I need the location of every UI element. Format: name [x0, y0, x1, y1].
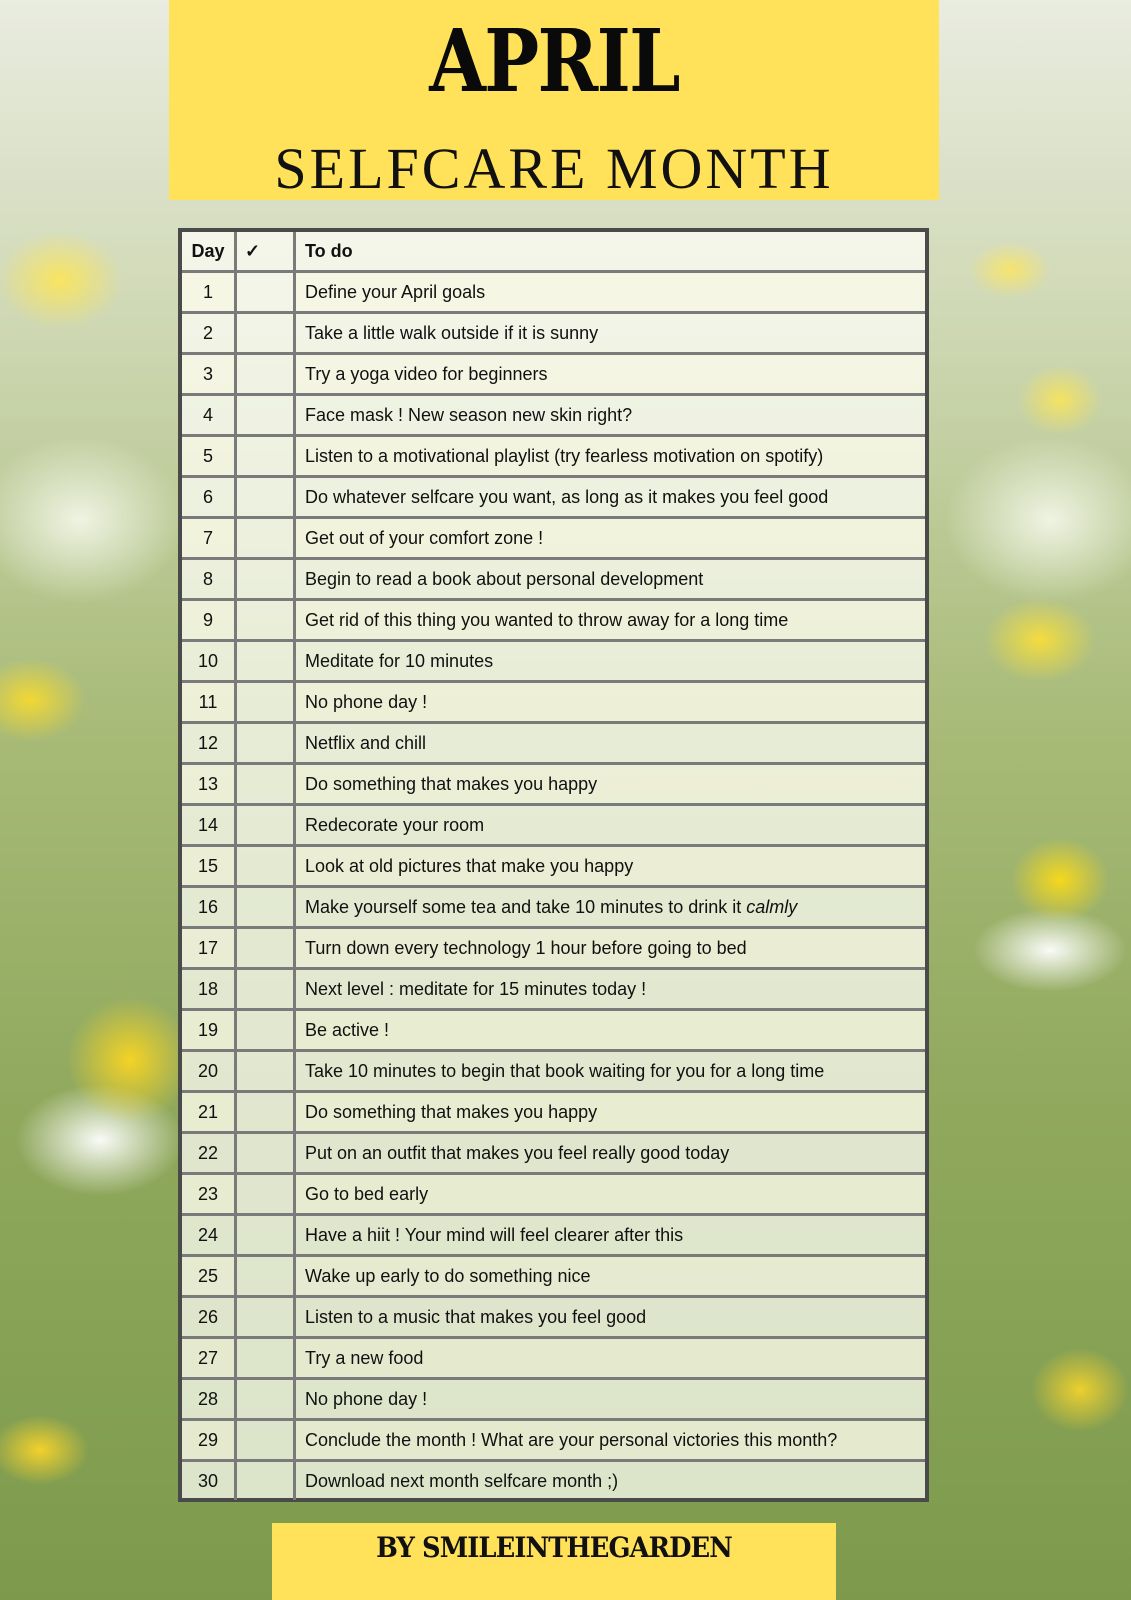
table-row	[182, 1174, 925, 1215]
day-number: 10	[182, 641, 236, 682]
day-number: 8	[182, 559, 236, 600]
table-row	[182, 1051, 925, 1092]
todo-label: Download next month selfcare month ;)	[305, 1470, 619, 1491]
todo-text	[295, 1338, 926, 1379]
done-checkbox-cell[interactable]	[236, 395, 295, 436]
done-checkbox-cell[interactable]	[236, 1174, 295, 1215]
checkmark-icon: ✓	[245, 240, 261, 261]
done-checkbox-cell[interactable]	[236, 887, 295, 928]
table-row	[182, 477, 925, 518]
done-checkbox-cell[interactable]	[236, 723, 295, 764]
table-row	[182, 682, 925, 723]
todo-text	[295, 928, 926, 969]
done-checkbox-cell[interactable]	[236, 1420, 295, 1461]
day-number: 24	[182, 1215, 236, 1256]
todo-text	[295, 272, 926, 313]
todo-label: Look at old pictures that make you happy	[305, 855, 634, 876]
todo-text	[295, 518, 926, 559]
todo-text	[295, 600, 926, 641]
todo-label: Listen to a music that makes you feel good	[305, 1306, 647, 1327]
table-row	[182, 313, 925, 354]
todo-label: Face mask ! New season new skin right?	[305, 404, 633, 425]
todo-label: Get rid of this thing you wanted to throw away for a long time	[305, 609, 789, 630]
todo-label: Do whatever selfcare you want, as long as it makes you feel good	[305, 486, 829, 507]
table-row	[182, 272, 925, 313]
table-row	[182, 928, 925, 969]
todo-label: No phone day !	[305, 691, 428, 712]
day-number: 19	[182, 1010, 236, 1051]
table-row	[182, 395, 925, 436]
day-number: 12	[182, 723, 236, 764]
todo-text	[295, 354, 926, 395]
table-row	[182, 846, 925, 887]
table-row	[182, 1297, 925, 1338]
done-checkbox-cell[interactable]	[236, 313, 295, 354]
done-checkbox-cell[interactable]	[236, 1215, 295, 1256]
todo-label: Try a yoga video for beginners	[305, 363, 548, 384]
page-subtitle: SELFCARE MONTH	[274, 136, 834, 201]
done-checkbox-cell[interactable]	[236, 1338, 295, 1379]
todo-text	[295, 1010, 926, 1051]
done-checkbox-cell[interactable]	[236, 682, 295, 723]
table-row	[182, 764, 925, 805]
todo-text	[295, 395, 926, 436]
done-checkbox-cell[interactable]	[236, 928, 295, 969]
table-header-row	[182, 232, 925, 272]
day-number: 21	[182, 1092, 236, 1133]
done-checkbox-cell[interactable]	[236, 1461, 295, 1501]
table-row	[182, 600, 925, 641]
column-header-check	[236, 232, 295, 272]
todo-label: No phone day !	[305, 1388, 428, 1409]
done-checkbox-cell[interactable]	[236, 518, 295, 559]
day-number: 9	[182, 600, 236, 641]
day-number: 28	[182, 1379, 236, 1420]
todo-text	[295, 969, 926, 1010]
page-title: APRIL	[429, 11, 679, 112]
day-number: 14	[182, 805, 236, 846]
todo-label: Do something that makes you happy	[305, 1101, 598, 1122]
day-number: 3	[182, 354, 236, 395]
todo-label: Conclude the month ! What are your personal victories this month?	[305, 1429, 838, 1450]
done-checkbox-cell[interactable]	[236, 272, 295, 313]
todo-text	[295, 1133, 926, 1174]
todo-text	[295, 641, 926, 682]
day-number: 18	[182, 969, 236, 1010]
table-row	[182, 805, 925, 846]
todo-text	[295, 764, 926, 805]
day-number: 13	[182, 764, 236, 805]
table-row	[182, 1215, 925, 1256]
todo-text	[295, 1051, 926, 1092]
todo-label: Be active !	[305, 1019, 390, 1040]
done-checkbox-cell[interactable]	[236, 1133, 295, 1174]
todo-text	[295, 723, 926, 764]
day-number: 5	[182, 436, 236, 477]
table-row	[182, 559, 925, 600]
todo-text	[295, 559, 926, 600]
day-number: 20	[182, 1051, 236, 1092]
todo-text	[295, 1420, 926, 1461]
done-checkbox-cell[interactable]	[236, 969, 295, 1010]
todo-label: Begin to read a book about personal development	[305, 568, 704, 589]
done-checkbox-cell[interactable]	[236, 354, 295, 395]
todo-label: Redecorate your room	[305, 814, 485, 835]
day-number: 15	[182, 846, 236, 887]
table-row	[182, 723, 925, 764]
todo-label: Take a little walk outside if it is sunny	[305, 322, 599, 343]
todo-text	[295, 1461, 926, 1501]
table-row	[182, 1379, 925, 1420]
todo-label: Turn down every technology 1 hour before going to bed	[305, 937, 747, 958]
todo-label: Put on an outfit that makes you feel really good today	[305, 1142, 730, 1163]
todo-label: Make yourself some tea and take 10 minutes to drink it	[305, 896, 742, 917]
header-banner	[169, 0, 939, 200]
day-number: 23	[182, 1174, 236, 1215]
done-checkbox-cell[interactable]	[236, 1297, 295, 1338]
todo-text	[295, 477, 926, 518]
table-row	[182, 1461, 925, 1501]
todo-text	[295, 682, 926, 723]
todo-label: Next level : meditate for 15 minutes today !	[305, 978, 647, 999]
selfcare-checklist-table	[178, 228, 929, 1502]
todo-text	[295, 436, 926, 477]
table-row	[182, 354, 925, 395]
table-row	[182, 436, 925, 477]
author-credit: BY SMILEINTHEGARDEN	[376, 1531, 732, 1564]
todo-label: Go to bed early	[305, 1183, 429, 1204]
done-checkbox-cell[interactable]	[236, 1092, 295, 1133]
todo-label: Netflix and chill	[305, 732, 427, 753]
table-row	[182, 518, 925, 559]
column-header-todo: To do	[295, 232, 926, 272]
table-row	[182, 1256, 925, 1297]
day-number: 2	[182, 313, 236, 354]
column-header-day: Day	[182, 232, 236, 272]
done-checkbox-cell[interactable]	[236, 641, 295, 682]
done-checkbox-cell[interactable]	[236, 436, 295, 477]
done-checkbox-cell[interactable]	[236, 846, 295, 887]
todo-label: Get out of your comfort zone !	[305, 527, 544, 548]
todo-label: Take 10 minutes to begin that book waiting for you for a long time	[305, 1060, 825, 1081]
todo-label: Try a new food	[305, 1347, 424, 1368]
done-checkbox-cell[interactable]	[236, 1010, 295, 1051]
done-checkbox-cell[interactable]	[236, 1051, 295, 1092]
day-number: 29	[182, 1420, 236, 1461]
table-row	[182, 1010, 925, 1051]
day-number: 22	[182, 1133, 236, 1174]
todo-text	[295, 1092, 926, 1133]
day-number: 11	[182, 682, 236, 723]
done-checkbox-cell[interactable]	[236, 764, 295, 805]
todo-text	[295, 1256, 926, 1297]
day-number: 4	[182, 395, 236, 436]
todo-label: Have a hiit ! Your mind will feel clearer after this	[305, 1224, 684, 1245]
done-checkbox-cell[interactable]	[236, 559, 295, 600]
todo-text	[295, 887, 926, 928]
day-number: 26	[182, 1297, 236, 1338]
day-number: 17	[182, 928, 236, 969]
todo-text	[295, 1297, 926, 1338]
day-number: 30	[182, 1461, 236, 1501]
day-number: 16	[182, 887, 236, 928]
todo-label: Listen to a motivational playlist (try fearless motivation on spotify)	[305, 445, 824, 466]
done-checkbox-cell[interactable]	[236, 805, 295, 846]
table-row	[182, 1133, 925, 1174]
todo-text	[295, 805, 926, 846]
day-number: 7	[182, 518, 236, 559]
done-checkbox-cell[interactable]	[236, 1256, 295, 1297]
table-row	[182, 641, 925, 682]
todo-label: Define your April goals	[305, 281, 486, 302]
done-checkbox-cell[interactable]	[236, 1379, 295, 1420]
todo-text	[295, 1215, 926, 1256]
day-number: 27	[182, 1338, 236, 1379]
done-checkbox-cell[interactable]	[236, 600, 295, 641]
table-row	[182, 1092, 925, 1133]
todo-text	[295, 313, 926, 354]
todo-text	[295, 1174, 926, 1215]
table-row	[182, 969, 925, 1010]
table-row	[182, 1420, 925, 1461]
footer-banner	[272, 1523, 836, 1600]
todo-text	[295, 1379, 926, 1420]
todo-label: Do something that makes you happy	[305, 773, 598, 794]
day-number: 25	[182, 1256, 236, 1297]
table-row	[182, 887, 925, 928]
day-number: 6	[182, 477, 236, 518]
todo-emphasis: calmly	[746, 896, 798, 917]
table-row	[182, 1338, 925, 1379]
todo-text	[295, 846, 926, 887]
done-checkbox-cell[interactable]	[236, 477, 295, 518]
todo-label: Wake up early to do something nice	[305, 1265, 591, 1286]
todo-label: Meditate for 10 minutes	[305, 650, 494, 671]
day-number: 1	[182, 272, 236, 313]
